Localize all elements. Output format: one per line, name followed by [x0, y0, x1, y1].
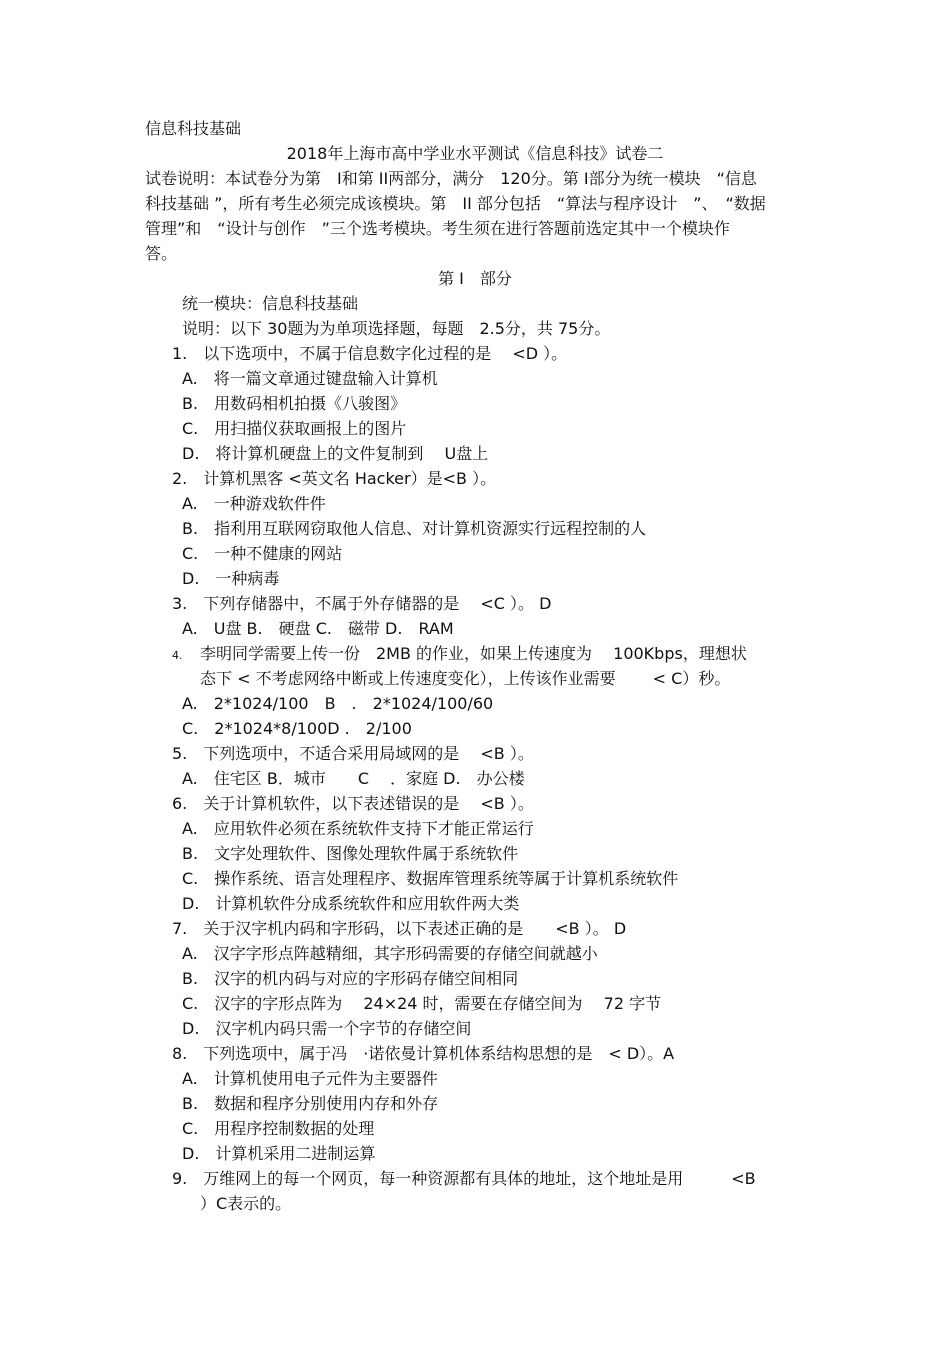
question-stem: 5. 下列选项中，不适合采用局域网的是 <B ）。: [172, 744, 534, 763]
question-stem: 9. 万维网上的每一个网页，每一种资源都有具体的地址，这个地址是用 <B: [172, 1169, 756, 1188]
instructions: 说明：以下 30题为为单项选择题，每题 2.5分，共 75分。: [182, 319, 611, 338]
question-option: A. 2*1024/100 B . 2*1024/100/60: [182, 694, 494, 713]
question-option: D. 计算机软件分成系统软件和应用软件两大类: [182, 894, 520, 913]
question-option: C. 2*1024*8/100D . 2/100: [182, 719, 412, 738]
question-option: B. 文字处理软件、图像处理软件属于系统软件: [182, 844, 519, 863]
question-option: C. 汉字的字形点阵为 24×24 时，需要在存储空间为 72 字节: [182, 994, 662, 1013]
question-option: A. 住宅区 B．城市 C ．家庭 D. 办公楼: [182, 769, 525, 788]
question-option: D. 一种病毒: [182, 569, 280, 588]
question-option: C. 用扫描仪获取画报上的图片: [182, 419, 407, 438]
question-option: D. 汉字机内码只需一个字节的存储空间: [182, 1019, 472, 1038]
intro-line: 答。: [145, 244, 178, 263]
question-option: A. 一种游戏软件件: [182, 494, 326, 513]
question-option: B. 汉字的机内码与对应的字形码存储空间相同: [182, 969, 519, 988]
question-option: A. 应用软件必须在系统软件支持下才能正常运行: [182, 819, 534, 838]
question-stem: 6. 关于计算机软件，以下表述错误的是 <B ）。: [172, 794, 534, 813]
question-option: C. 用程序控制数据的处理: [182, 1119, 375, 1138]
intro-line: 管理”和 “设计与创作 ”三个选考模块。考生须在进行答题前选定其中一个模块作: [145, 219, 730, 238]
question-option: A. U盘 B. 硬盘 C. 磁带 D. RAM: [182, 619, 454, 638]
question-stem: 1. 以下选项中，不属于信息数字化过程的是 <D ）。: [172, 344, 568, 363]
question-stem: 态下 < 不考虑网络中断或上传速度变化），上传该作业需要 < C）秒。: [200, 669, 731, 688]
question-stem: 7. 关于汉字机内码和字形码，以下表述正确的是 <B ）。 D: [172, 919, 627, 938]
question-option: B. 指利用互联网窃取他人信息、对计算机资源实行远程控制的人: [182, 519, 647, 538]
exam-title: 2018年上海市高中学业水平测试《信息科技》试卷二: [286, 144, 664, 163]
question-option: D. 计算机采用二进制运算: [182, 1144, 376, 1163]
page-header: 信息科技基础: [145, 119, 242, 138]
question-option: C. 操作系统、语言处理程序、数据库管理系统等属于计算机系统软件: [182, 869, 679, 888]
question-number: 4.: [172, 649, 183, 662]
question-option: C. 一种不健康的网站: [182, 544, 343, 563]
question-option: B. 用数码相机拍摄《八骏图》: [182, 394, 407, 413]
intro-line: 试卷说明：本试卷分为第 I和第 II两部分，满分 120分。第 I部分为统一模块 “信息: [145, 169, 757, 188]
intro-line: 科技基础 ”，所有考生必须完成该模块。第 II 部分包括 “算法与程序设计 ”、 “数据: [145, 194, 766, 213]
question-option: D. 将计算机硬盘上的文件复制到 U盘上: [182, 444, 489, 463]
question-stem: 3. 下列存储器中，不属于外存储器的是 <C ）。 D: [172, 594, 552, 613]
question-stem: 2. 计算机黑客 <英文名 Hacker）是<B ）。: [172, 469, 497, 488]
question-stem: 8. 下列选项中，属于冯 ·诺依曼计算机体系结构思想的是 < D）。A: [172, 1044, 675, 1063]
part-title: 第 I 部分: [438, 269, 512, 288]
question-stem: 李明同学需要上传一份 2MB 的作业，如果上传速度为 100Kbps，理想状: [200, 644, 747, 663]
module-title: 统一模块：信息科技基础: [182, 294, 359, 313]
question-option: B. 数据和程序分别使用内存和外存: [182, 1094, 439, 1113]
question-option: A. 计算机使用电子元件为主要器件: [182, 1069, 438, 1088]
question-stem: ）C表示的。: [200, 1194, 292, 1213]
question-option: A. 汉字字形点阵越精细，其字形码需要的存储空间就越小: [182, 944, 598, 963]
question-option: A. 将一篇文章通过键盘输入计算机: [182, 369, 438, 388]
